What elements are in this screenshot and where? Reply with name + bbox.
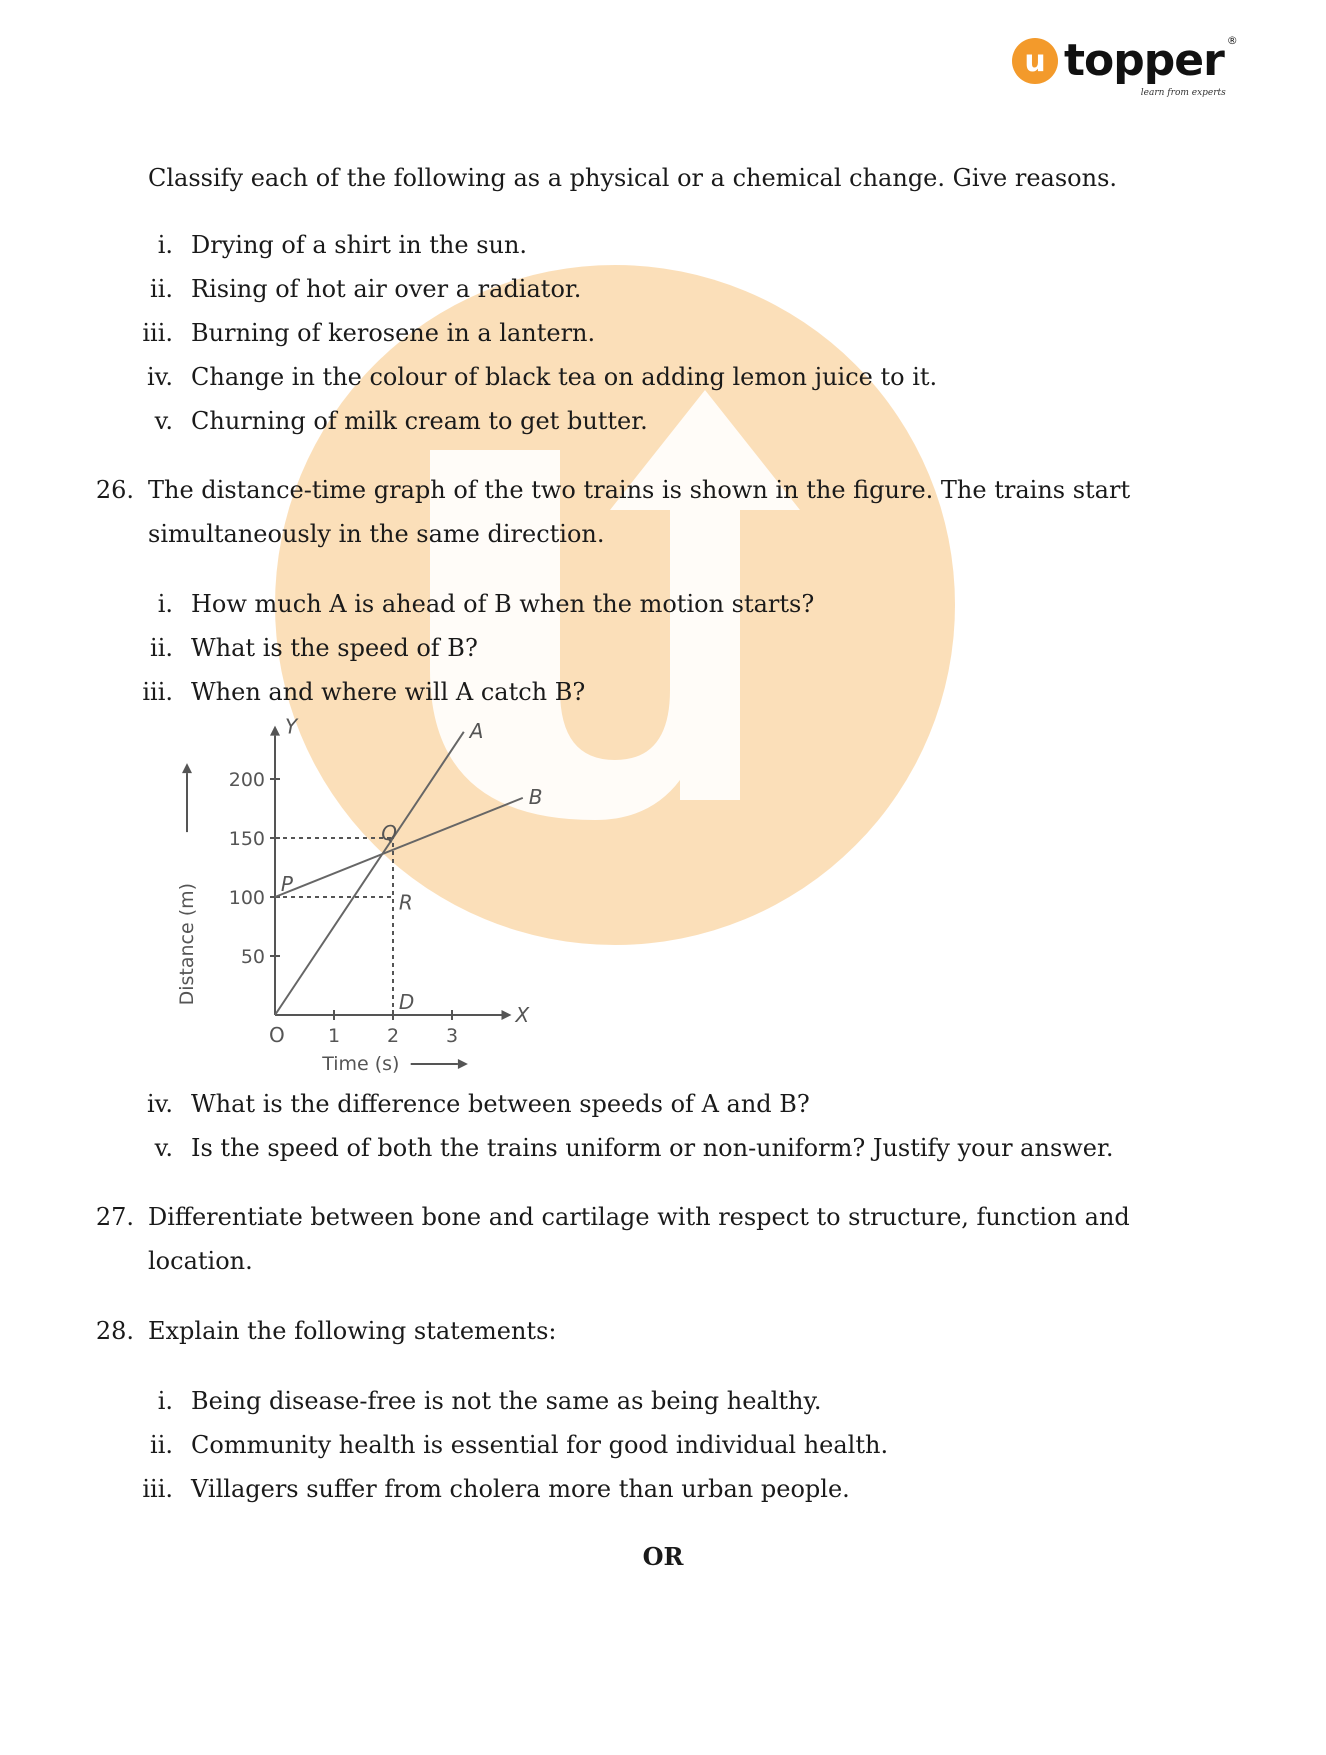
- y-title-arrowhead: [182, 763, 192, 773]
- origin-label: O: [269, 1023, 285, 1047]
- q26-item-text: How much A is ahead of B when the motion starts?: [191, 590, 815, 618]
- q27-text-line1: Differentiate between bone and cartilage with respect to structure, function and: [148, 1203, 1130, 1231]
- logo-tagline: learn from experts: [1140, 88, 1226, 98]
- q26-item-text: What is the difference between speeds of A and B?: [191, 1090, 810, 1118]
- series-label-b: B: [528, 784, 543, 809]
- x-tick-label: 2: [386, 1025, 400, 1047]
- q25-item-text: Drying of a shirt in the sun.: [191, 231, 528, 259]
- q25-item-num: ii.: [150, 275, 173, 303]
- q25-item-num: iv.: [146, 363, 173, 391]
- y-axis-arrowhead: [270, 726, 280, 736]
- y-tick-label: 200: [228, 769, 265, 791]
- q28-item-num: i.: [157, 1387, 173, 1415]
- registered-mark: ®: [1226, 34, 1238, 47]
- q25-intro: Classify each of the following as a physical or a chemical change. Give reasons.: [148, 164, 1118, 192]
- q25-item-text: Change in the colour of black tea on adding lemon juice to it.: [191, 363, 938, 391]
- logo-badge: u: [1012, 38, 1058, 84]
- q26-text-line1: The distance-time graph of the two trains is shown in the figure. The trains start: [148, 476, 1131, 504]
- y-axis-letter: Y: [285, 714, 298, 739]
- q26-item-num: ii.: [150, 634, 173, 662]
- q25-item-text: Churning of milk cream to get butter.: [191, 407, 648, 435]
- q26-text-line2: simultaneously in the same direction.: [148, 520, 605, 548]
- q27-text-line2: location.: [148, 1247, 253, 1275]
- q26-number: 26.: [95, 476, 134, 504]
- q28-item-num: ii.: [150, 1431, 173, 1459]
- y-tick-label: 100: [228, 887, 265, 909]
- q25-item-text: Burning of kerosene in a lantern.: [191, 319, 596, 347]
- x-title-arrowhead: [458, 1059, 468, 1069]
- data-series: [275, 732, 523, 1015]
- series-label-a: A: [469, 718, 484, 743]
- q28-text: Explain the following statements:: [148, 1317, 557, 1345]
- q25-item-num: iii.: [142, 319, 173, 347]
- x-axis-letter: X: [515, 1003, 530, 1027]
- y-tick-label: 50: [240, 946, 265, 968]
- q25-item-text: Rising of hot air over a radiator.: [191, 275, 582, 303]
- distance-time-graph: [176, 714, 575, 1085]
- y-axis-title: Distance (m): [176, 882, 198, 1006]
- point-label: R: [398, 890, 413, 915]
- series-line-b: [275, 798, 523, 897]
- point-label: P: [280, 871, 293, 896]
- q28-item-text: Villagers suffer from cholera more than urban people.: [191, 1475, 850, 1503]
- q25-item-num: i.: [157, 231, 173, 259]
- topper-logo: [1012, 34, 1238, 98]
- logo-wordmark: topper: [1064, 35, 1224, 86]
- x-axis-title: Time (s): [322, 1053, 400, 1075]
- point-label: D: [398, 989, 415, 1014]
- series-line-a: [275, 732, 464, 1015]
- tick-marks: [270, 779, 452, 1020]
- q28-item-text: Community health is essential for good individual health.: [191, 1431, 889, 1459]
- q26-item-text: When and where will A catch B?: [191, 678, 586, 706]
- q25-item-num: v.: [154, 407, 173, 435]
- y-tick-label: 150: [228, 828, 265, 850]
- x-tick-label: 3: [445, 1025, 459, 1047]
- q27-number: 27.: [95, 1203, 134, 1231]
- x-tick-label: 1: [327, 1025, 341, 1047]
- or-divider: OR: [642, 1542, 684, 1571]
- q26-item-num: v.: [154, 1134, 173, 1162]
- q28-item-num: iii.: [142, 1475, 173, 1503]
- q26-item-num: iv.: [146, 1090, 173, 1118]
- q26-item-num: iii.: [142, 678, 173, 706]
- q26-item-num: i.: [157, 590, 173, 618]
- point-label: Q: [381, 821, 397, 846]
- q26-item-text: What is the speed of B?: [191, 634, 478, 662]
- x-axis-arrowhead: [502, 1010, 512, 1020]
- q26-item-text: Is the speed of both the trains uniform or non-uniform? Justify your answer.: [191, 1134, 1114, 1162]
- q28-item-text: Being disease-free is not the same as being healthy.: [191, 1387, 822, 1415]
- q28-number: 28.: [95, 1317, 134, 1345]
